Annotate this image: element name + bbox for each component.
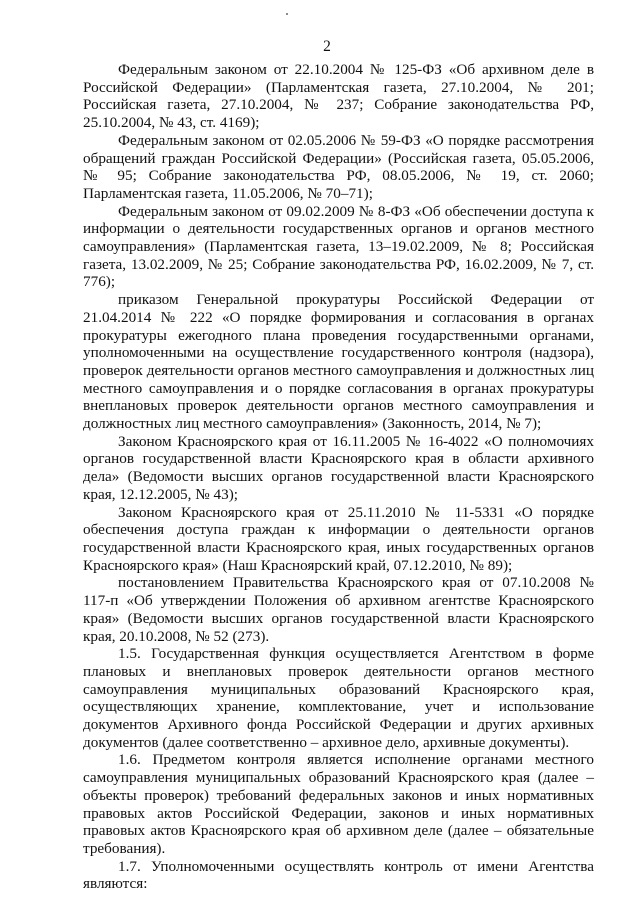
- paragraph-section-1-7: 1.7. Уполномоченными осуществлять контроль от имени Агентства являются:: [83, 857, 594, 893]
- document-body: [83, 61, 594, 893]
- paragraph-krasnoyarsk-law-16-4022: Законом Красноярского края от 16.11.2005 № 16-4022 «О полномочиях органов государственной власти Красноярского края в области архивного дела» (Ведомости высших органов государственной власти Красноярского края, 12.12.2005, № 43);: [83, 432, 594, 503]
- paragraph-federal-law-59fz: Федеральным законом от 02.05.2006 № 59-ФЗ «О порядке рассмотрения обращений граждан Российской Федерации» (Российская газета, 05.05.2006, № 95; Собрание законодательства РФ, 08.05.2006, № 19, ст. 2060; Парламентская газета, 11.05.2006, № 70–71);: [83, 131, 594, 202]
- paragraph-federal-law-8fz: Федеральным законом от 09.02.2009 № 8-ФЗ «Об обеспечении доступа к информации о деятельности государственных органов и органов местного самоуправления» (Парламентская газета, 13–19.02.2009, № 8; Российская газета, 13.02.2009, № 25; Собрание законодательства РФ, 16.02.2009, № 7, ст. 776);: [83, 202, 594, 291]
- paragraph-federal-law-125fz: Федеральным законом от 22.10.2004 № 125-ФЗ «Об архивном деле в Российской Федерации» (Парламентская газета, 27.10.2004, № 201; Российская газета, 27.10.2004, № 237; Собрание законодательства РФ, 25.10.2004, № 43, ст. 4169);: [83, 61, 594, 132]
- paragraph-krasnoyarsk-law-11-5331: Законом Красноярского края от 25.11.2010 № 11-5331 «О порядке обеспечения доступа граждан к информации о деятельности органов государственной власти Красноярского края, иных государственных органов Красноярского края» (Наш Красноярский край, 07.12.2010, № 89);: [83, 503, 594, 574]
- paragraph-government-resolution-117p: постановлением Правительства Красноярского края от 07.10.2008 № 117-п «Об утверждении Положения об архивном агентстве Красноярского края» (Ведомости высших органов государственной власти Красноярского края, 20.10.2008, № 52 (273).: [83, 574, 594, 645]
- page-number: 2: [323, 38, 331, 55]
- paragraph-section-1-5: 1.5. Государственная функция осуществляется Агентством в форме плановых и внеплановых проверок деятельности органов местного самоуправления муниципальных образований Красноярского края, осуществляющих хранение, комплектование, учет и использование документов Архивного фонда Российской Федерации и других архивных документов (далее соответственно – архивное дело, архивные документы).: [83, 645, 594, 751]
- paragraph-section-1-6: 1.6. Предметом контроля является исполнение органами местного самоуправления муниципальных образований Красноярского края (далее – объекты проверок) требований федеральных законов и иных нормативных правовых актов Российской Федерации, законов и иных нормативных правовых актов Красноярского края об архивном деле (далее – обязательные требования).: [83, 751, 594, 857]
- paragraph-prosecutor-order-222: приказом Генеральной прокуратуры Российской Федерации от 21.04.2014 № 222 «О порядке формирования и согласования в органах прокуратуры ежегодного плана проведения государственными органами, уполномоченными на осуществление государственного контроля (надзора), проверок деятельности органов местного самоуправления и должностных лиц местного самоуправления и о порядке согласования в органах прокуратуры внеплановых проверок деятельности органов местного самоуправления и должностных лиц местного самоуправления» (Законность, 2014, № 7);: [83, 291, 594, 433]
- scan-speck: [286, 13, 288, 15]
